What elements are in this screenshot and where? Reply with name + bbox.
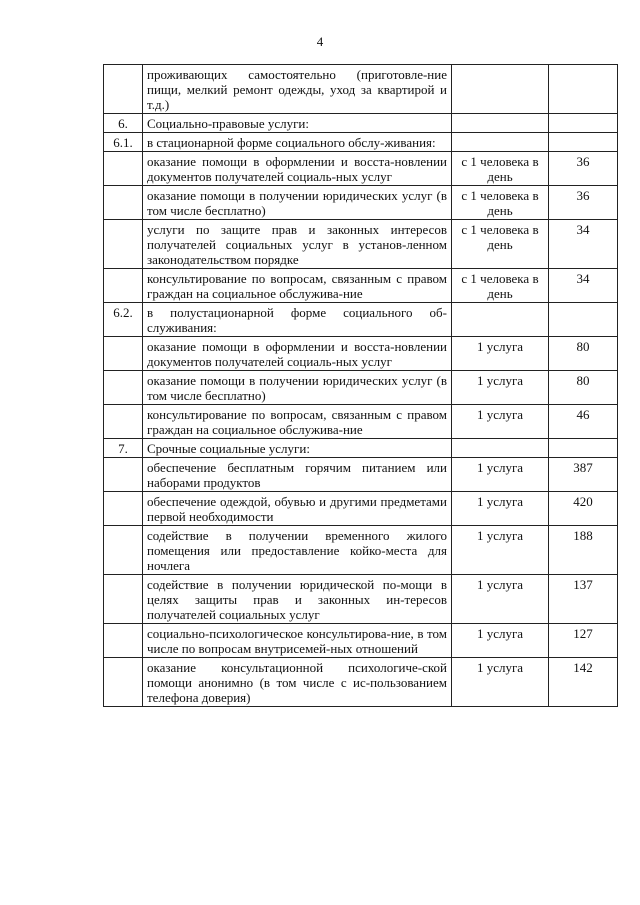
row-unit: с 1 человека в день <box>452 152 549 186</box>
table-row <box>104 405 618 439</box>
row-value: 137 <box>549 575 618 624</box>
row-number: 7. <box>104 439 143 458</box>
row-description: оказание консультационной психологиче-ской помощи анонимно (в том числе с ис-пользованием телефона доверия) <box>143 658 452 707</box>
row-unit: 1 услуга <box>452 575 549 624</box>
row-unit: с 1 человека в день <box>452 220 549 269</box>
row-value <box>549 65 618 114</box>
row-value: 420 <box>549 492 618 526</box>
row-description: обеспечение одеждой, обувью и другими предметами первой необходимости <box>143 492 452 526</box>
row-unit: 1 услуга <box>452 492 549 526</box>
table-row <box>104 458 618 492</box>
table-row <box>104 65 618 114</box>
row-value: 34 <box>549 220 618 269</box>
row-unit <box>452 133 549 152</box>
row-description: содействие в получении юридической по-мощи в целях защиты прав и законных ин-тересов получателей социальных услуг <box>143 575 452 624</box>
row-value: 80 <box>549 337 618 371</box>
row-unit <box>452 114 549 133</box>
row-number <box>104 624 143 658</box>
row-number: 6. <box>104 114 143 133</box>
row-description: оказание помощи в оформлении и восста-новлении документов получателей социаль-ных услуг <box>143 337 452 371</box>
row-value <box>549 439 618 458</box>
table-row <box>104 624 618 658</box>
row-number: 6.1. <box>104 133 143 152</box>
table-row <box>104 269 618 303</box>
row-value: 36 <box>549 186 618 220</box>
row-description: обеспечение бесплатным горячим питанием или наборами продуктов <box>143 458 452 492</box>
row-number <box>104 337 143 371</box>
table-row <box>104 526 618 575</box>
row-description: услуги по защите прав и законных интересов получателей социальных услуг в установ-ленном законодательством порядке <box>143 220 452 269</box>
row-number <box>104 371 143 405</box>
row-description: оказание помощи в получении юридических услуг (в том числе бесплатно) <box>143 186 452 220</box>
row-number <box>104 458 143 492</box>
row-description: оказание помощи в получении юридических услуг (в том числе бесплатно) <box>143 371 452 405</box>
row-description: социально-психологическое консультирова-ние, в том числе по вопросам внутрисемей-ных отношений <box>143 624 452 658</box>
row-value <box>549 114 618 133</box>
row-description: проживающих самостоятельно (приготовле-ние пищи, мелкий ремонт одежды, уход за квартирой и т.д.) <box>143 65 452 114</box>
row-value <box>549 303 618 337</box>
row-description: консультирование по вопросам, связанным с правом граждан на социальное обслужива-ние <box>143 269 452 303</box>
row-number <box>104 575 143 624</box>
row-unit: 1 услуга <box>452 658 549 707</box>
row-unit: 1 услуга <box>452 405 549 439</box>
row-value: 36 <box>549 152 618 186</box>
row-unit: 1 услуга <box>452 526 549 575</box>
row-description: в полустационарной форме социального об-служивания: <box>143 303 452 337</box>
table-row <box>104 152 618 186</box>
row-value: 46 <box>549 405 618 439</box>
row-value: 127 <box>549 624 618 658</box>
row-unit <box>452 303 549 337</box>
row-value: 387 <box>549 458 618 492</box>
row-unit: 1 услуга <box>452 337 549 371</box>
row-unit: 1 услуга <box>452 371 549 405</box>
row-description: Социально-правовые услуги: <box>143 114 452 133</box>
table-row <box>104 371 618 405</box>
row-unit: с 1 человека в день <box>452 269 549 303</box>
row-number <box>104 269 143 303</box>
table-row <box>104 337 618 371</box>
row-description: оказание помощи в оформлении и восста-новлении документов получателей социаль-ных услуг <box>143 152 452 186</box>
table-row <box>104 303 618 337</box>
row-description: в стационарной форме социального обслу-живания: <box>143 133 452 152</box>
row-number <box>104 492 143 526</box>
services-table <box>103 64 618 707</box>
row-value: 34 <box>549 269 618 303</box>
row-number <box>104 526 143 575</box>
row-unit <box>452 439 549 458</box>
row-number <box>104 65 143 114</box>
table-row <box>104 439 618 458</box>
row-number <box>104 186 143 220</box>
row-unit: с 1 человека в день <box>452 186 549 220</box>
table-row <box>104 133 618 152</box>
row-value: 142 <box>549 658 618 707</box>
table-row <box>104 220 618 269</box>
row-value <box>549 133 618 152</box>
row-value: 80 <box>549 371 618 405</box>
row-number <box>104 405 143 439</box>
row-number: 6.2. <box>104 303 143 337</box>
table-row <box>104 186 618 220</box>
table-row <box>104 575 618 624</box>
table-row <box>104 114 618 133</box>
row-unit <box>452 65 549 114</box>
row-number <box>104 658 143 707</box>
row-number <box>104 152 143 186</box>
row-description: Срочные социальные услуги: <box>143 439 452 458</box>
row-unit: 1 услуга <box>452 458 549 492</box>
row-description: консультирование по вопросам, связанным с правом граждан на социальное обслужива-ние <box>143 405 452 439</box>
row-value: 188 <box>549 526 618 575</box>
row-unit: 1 услуга <box>452 624 549 658</box>
table-row <box>104 492 618 526</box>
page-number: 4 <box>316 34 324 49</box>
row-description: содействие в получении временного жилого помещения или предоставление койко-места для ночлега <box>143 526 452 575</box>
row-number <box>104 220 143 269</box>
table-row <box>104 658 618 707</box>
